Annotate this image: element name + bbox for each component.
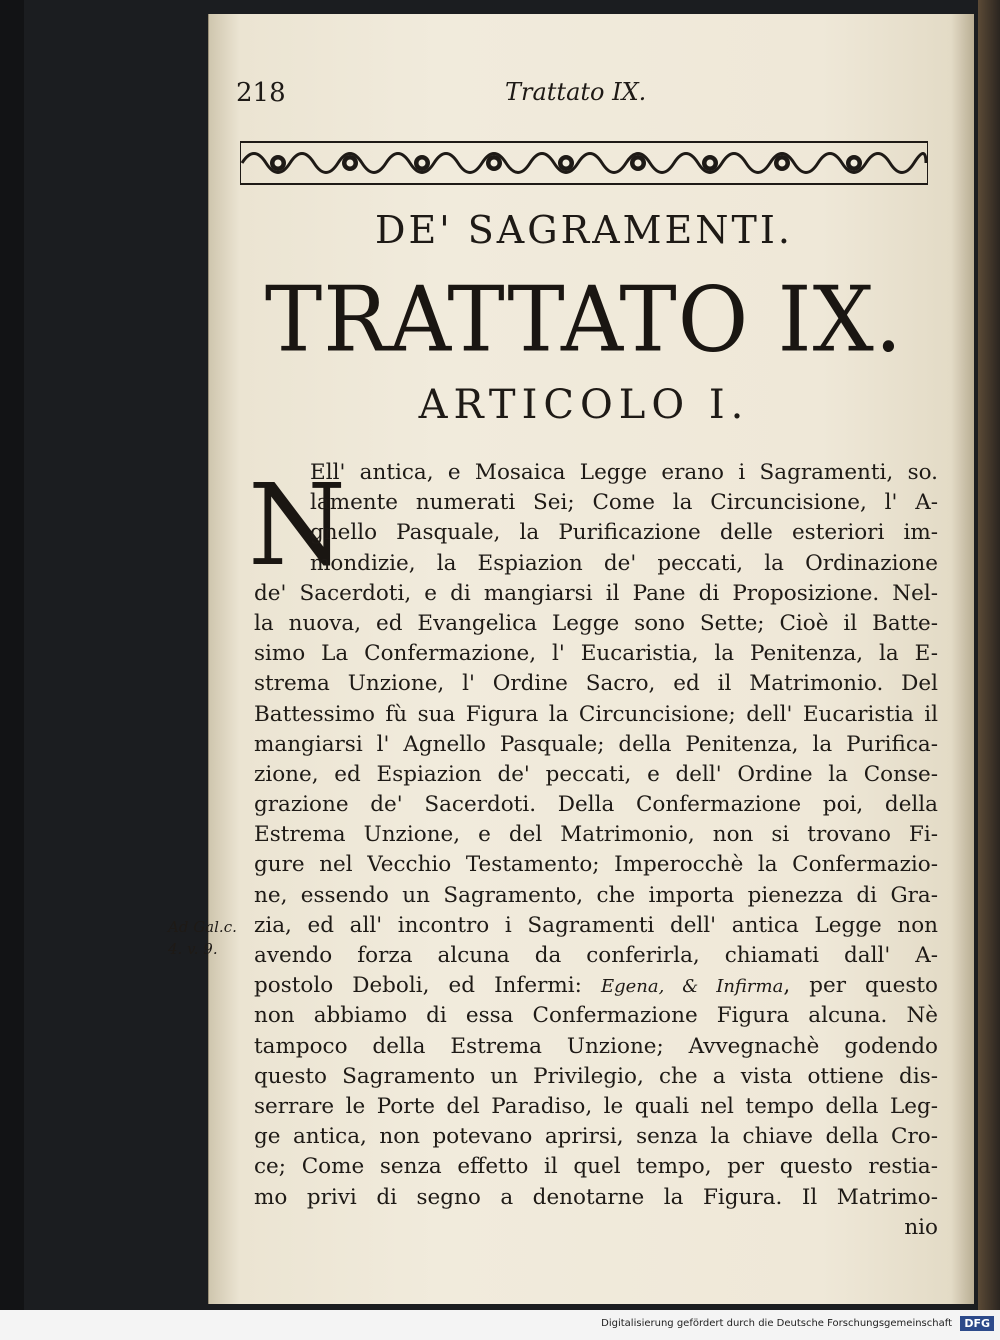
text-line: ge antica, non potevano aprirsi, senza la chiave della Cro- xyxy=(254,1124,938,1150)
catchword: nio xyxy=(904,1214,938,1240)
text-line: ce; Come senza effetto il quel tempo, per questo restia- xyxy=(254,1154,938,1180)
text-line: de' Sacerdoti, e di mangiarsi il Pane di Proposizione. Nel- xyxy=(254,580,938,606)
text-line: zia, ed all' incontro i Sagramenti dell' antica Legge non xyxy=(254,912,938,938)
text-line: Estrema Unzione, e del Matrimonio, non si trovano Fi- xyxy=(254,822,938,848)
text-line: Battessimo fù sua Figura la Circuncisione; dell' Eucaristia il xyxy=(254,701,938,727)
text-line: mo privi di segno a denotarne la Figura. Il Matrimo- xyxy=(254,1184,938,1210)
text-line: avendo forza alcuna da conferirla, chiamati dall' A- xyxy=(254,943,938,968)
text-line: lamente numerati Sei; Come la Circuncisione, l' A- xyxy=(310,490,938,516)
text-line: Ell' antica, e Mosaica Legge erano i Sagramenti, so. xyxy=(310,460,938,485)
scan-left-edge xyxy=(0,0,24,1340)
text-line: non abbiamo di essa Confermazione Figura alcuna. Nè xyxy=(254,1003,938,1029)
dfg-logo-icon: DFG xyxy=(960,1316,994,1331)
drop-cap: N xyxy=(248,461,346,591)
text-line: ne, essendo un Sagramento, che importa pienezza di Gra- xyxy=(254,882,938,908)
treatise-title: TRATTATO IX. xyxy=(264,267,904,373)
text-line: simo La Confermazione, l' Eucaristia, la Penitenza, la E- xyxy=(254,641,938,667)
body-text xyxy=(254,458,938,1243)
text-line-with-quote xyxy=(254,971,938,1001)
text-line: tampoco della Estrema Unzione; Avvegnachè godendo xyxy=(254,1033,938,1059)
margin-note-line: 4. v. 9. xyxy=(168,940,218,958)
text-line: mondizie, la Espiazion de' peccati, la Ordinazione xyxy=(310,550,938,576)
section-heading: DE' SAGRAMENTI. xyxy=(375,208,793,252)
text-line: mangiarsi l' Agnello Pasquale; della Penitenza, la Purifica- xyxy=(254,731,938,757)
text-line: serrare le Porte del Paradiso, le quali nel tempo della Leg- xyxy=(254,1093,938,1119)
article-heading: ARTICOLO I. xyxy=(418,382,750,428)
text-line: gnello Pasquale, la Purificazione delle esteriori im- xyxy=(310,520,938,546)
text-line: gure nel Vecchio Testamento; Imperocchè la Confermazio- xyxy=(254,852,938,878)
footer-credit: Digitalisierung gefördert durch die Deutsche Forschungsgemeinschaft xyxy=(601,1318,952,1329)
text-segment: , per questo xyxy=(783,973,938,999)
latin-quote: Egena, & Infirma xyxy=(600,976,784,998)
text-line: la nuova, ed Evangelica Legge sono Sette; Cioè il Batte- xyxy=(254,610,938,636)
text-line: questo Sagramento un Privilegio, che a vista ottiene dis- xyxy=(254,1063,938,1089)
running-head: Trattato IX. xyxy=(505,78,647,106)
text-segment: postolo Deboli, ed Infermi: xyxy=(254,973,601,999)
text-line: strema Unzione, l' Ordine Sacro, ed il Matrimonio. Del xyxy=(254,671,938,697)
page-number: 218 xyxy=(236,78,286,108)
margin-note xyxy=(168,916,237,960)
text-line: grazione de' Sacerdoti. Della Confermazione poi, della xyxy=(254,792,938,818)
ornamental-border xyxy=(240,140,928,186)
text-line: zione, ed Espiazion de' peccati, e dell' Ordine la Conse- xyxy=(254,761,938,787)
margin-note-line: Ad Gal.c. xyxy=(168,918,237,936)
book-spine xyxy=(978,0,1000,1310)
